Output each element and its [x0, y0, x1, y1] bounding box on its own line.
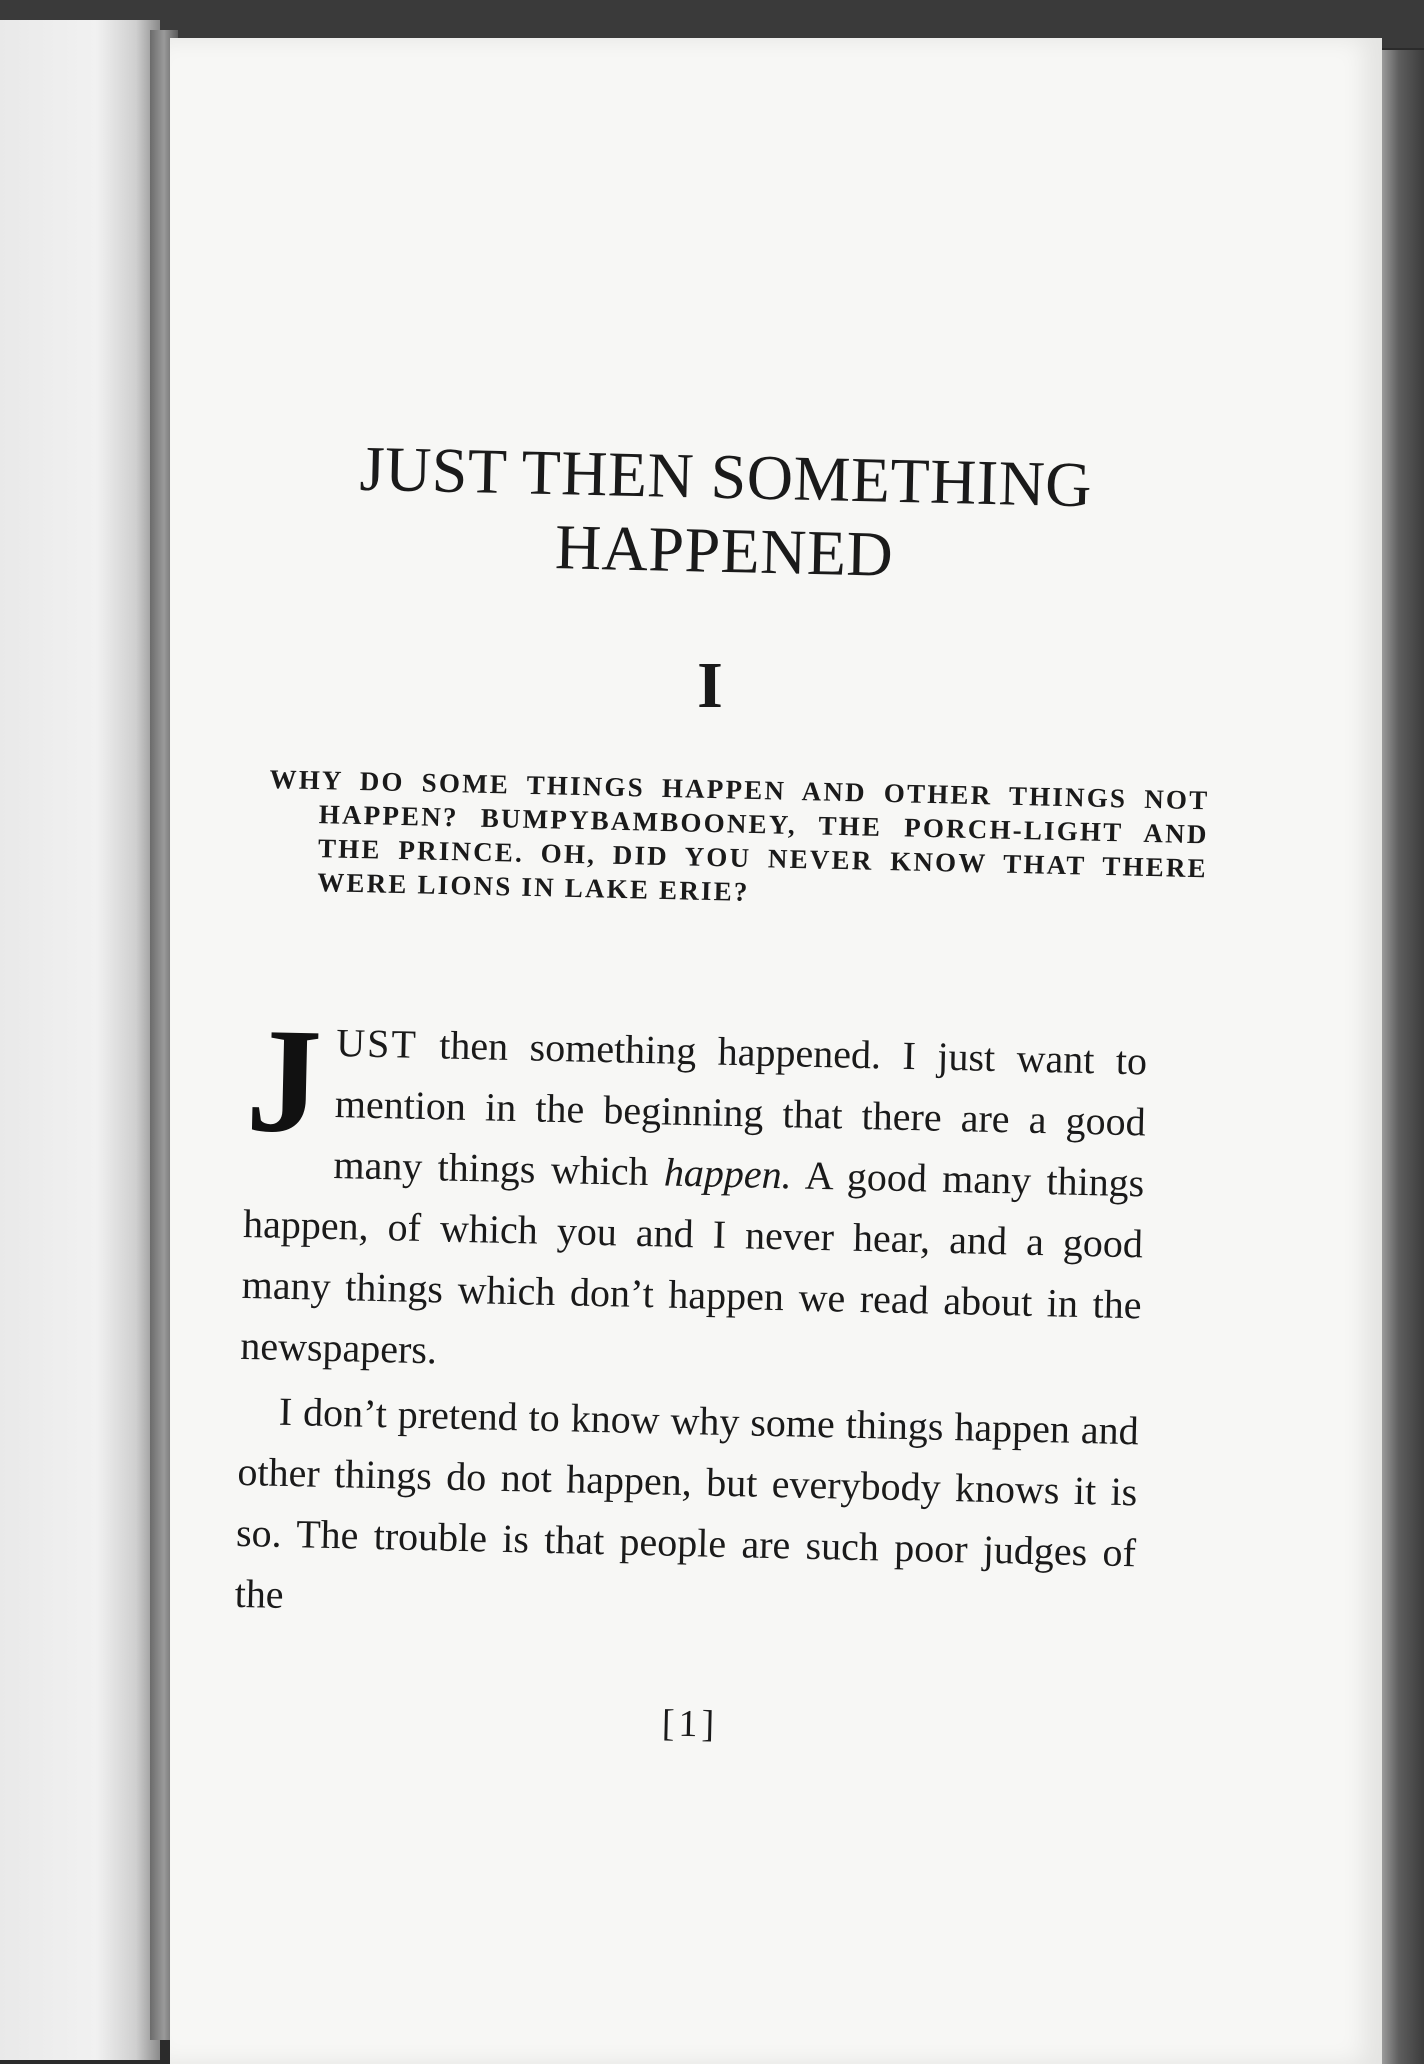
drop-cap: J [244, 997, 324, 1165]
chapter-title-line-1: JUST THEN SOMETHING [358, 432, 1093, 521]
paragraph-1-text-a: then something happened. I just want to mention in the beginning that there are a good many things which [333, 1021, 1148, 1195]
facing-page [0, 20, 160, 2060]
paragraph-2: I don’t pretend to know why some things happen and other things do not happen, but everybody knows it is so. The trouble is that people are such poor judges of the [234, 1388, 1140, 1617]
opening-small-caps: UST [335, 1020, 419, 1067]
chapter-synopsis: WHY DO SOME THINGS HAPPEN AND OTHER THINGS NOT HAPPEN? BUMPYBAMBOONEY, THE PORCH-LIGHT AND THE PRINCE. OH, DID YOU NEVER KNOW THAT THERE WERE LIONS IN LAKE ERIE? [269, 763, 1210, 907]
chapter-title-line-2: HAPPENED [554, 511, 895, 590]
page-edge [1382, 50, 1424, 2064]
page-number: [1] [661, 1702, 719, 1746]
italic-word: happen. [663, 1149, 793, 1198]
chapter-title [268, 430, 1181, 599]
paragraph-1 [239, 997, 1148, 1396]
body-text [234, 997, 1148, 1644]
paragraph-1-text-b: A good many things happen, of which you and I never hear, and a good many things which don’t happen we read about in the newspapers. [239, 1152, 1145, 1373]
chapter-number: I [697, 649, 723, 722]
